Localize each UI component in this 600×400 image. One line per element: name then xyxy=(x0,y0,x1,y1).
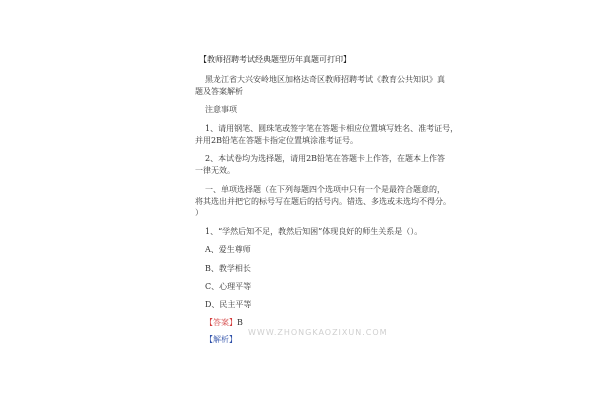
notes-heading: 注意事项 xyxy=(205,105,237,114)
note2-line1: 2、本试卷均为选择题，请用2B铅笔在答题卡上作答，在题本上作答 xyxy=(205,154,446,163)
analysis-tag: 【解析】 xyxy=(205,335,237,344)
question-1: 1、“学然后知不足，教然后知困”体现良好的师生关系是（）。 xyxy=(205,227,423,236)
note1-line2: 并用2B铅笔在答题卡指定位置填涂准考证号。 xyxy=(195,136,358,145)
section-instruction-line3: ） xyxy=(195,208,203,217)
note2-line2: 一律无效。 xyxy=(195,166,235,175)
exam-subtitle-line2: 题及答案解析 xyxy=(195,87,243,96)
option-d: D、民主平等 xyxy=(205,300,252,309)
answer-tag: 【答案】 xyxy=(205,318,237,327)
option-a: A、爱生尊师 xyxy=(205,245,251,254)
watermark: WWW.ZHONGKAOZIXUN.COM xyxy=(248,328,388,337)
exam-subtitle-line1: 黑龙江省大兴安岭地区加格达奇区教师招聘考试《教育公共知识》真 xyxy=(205,75,445,84)
document-title: 【教师招聘考试经典题型历年真题可打印】 xyxy=(199,55,351,64)
option-c: C、心理平等 xyxy=(205,282,252,291)
option-b: B、教学相长 xyxy=(205,264,251,273)
section-instruction-line2: 将其选出并把它的标号写在题后的括号内。错选、多选或未选均不得分。 xyxy=(195,197,451,206)
answer-line xyxy=(205,317,243,329)
note1-line1: 1、请用钢笔、圆珠笔或签字笔在答题卡相应位置填写姓名、准考证号， xyxy=(205,124,459,133)
analysis-line xyxy=(205,334,237,346)
answer-value: B xyxy=(237,318,243,327)
section-instruction-line1: 一、单项选择题（在下列每题四个选项中只有一个是最符合题意的， xyxy=(205,185,445,194)
